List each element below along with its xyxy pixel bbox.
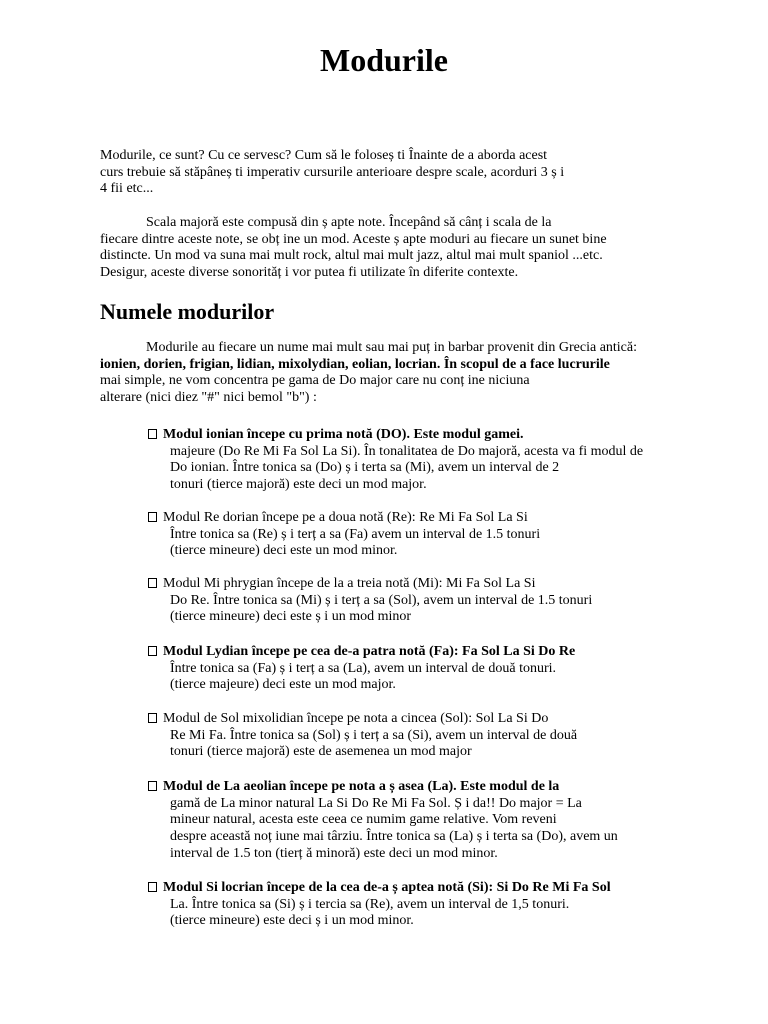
mode-text-line: Do ionian. Între tonica sa (Do) ș i terta sa (Mi), avem un interval de 2 [170,460,560,476]
mode-text-line: (tierce mineure) este deci ș i un mod minor. [170,913,414,929]
checkbox-icon [148,781,157,791]
mode-item-locrian [148,880,688,930]
mode-title: Modul Re dorian începe pe a doua notă (Re): Re Mi Fa Sol La Si [163,510,528,525]
paragraph-line: Scala majoră este compusă din ș apte note. Începând să cânț i scala de la [146,215,552,230]
mode-title: Modul ionian începe cu prima notă (DO). Este modul gamei. [163,427,524,442]
checkbox-icon [148,578,157,588]
page-title: Modurile [320,42,448,78]
intro-paragraph [100,148,680,198]
mode-text-line: interval de 1.5 ton (tierț ă minoră) este deci un mod minor. [170,845,498,861]
mode-item-dorian [148,510,688,560]
checkbox-icon [148,713,157,723]
mode-text-line: Între tonica sa (Re) ș i terț a sa (Fa) avem un interval de 1.5 tonuri [170,526,541,542]
mode-text-line: mineur natural, acesta este ceea ce numim game relative. Vom reveni [170,812,557,828]
intro-line: 4 fii etc... [100,181,154,197]
mode-item-mixolydian [148,711,688,761]
mode-text-line: Do Re. Între tonica sa (Mi) ș i terț a sa (Sol), avem un interval de 1.5 tonuri [170,592,593,608]
mode-text-line: La. Între tonica sa (Si) ș i tercia sa (Re), avem un interval de 1,5 tonuri. [170,896,570,912]
mode-title: Modul Lydian începe pe cea de-a patra notă (Fa): Fa Sol La Si Do Re [163,644,576,659]
mode-text-line: gamă de La minor natural La Si Do Re Mi Fa Sol. Ș i da!! Do major = La [170,795,582,811]
checkbox-icon [148,646,157,656]
intro-line: curs trebuie să stăpâneș ti imperativ cursurile anterioare despre scale, acorduri 3 ș i [100,164,565,180]
mode-text-line: despre această noț iune mai târziu. Între tonica sa (La) ș i terta sa (Do), avem un [170,829,618,845]
checkbox-icon [148,429,157,439]
mode-text-line: (tierce mineure) deci este un mod minor. [170,543,398,559]
mode-names-paragraph [100,340,680,407]
mode-item-ionian [148,427,688,494]
section-heading: Numele modurilor [100,299,275,324]
mode-text-line: majeure (Do Re Mi Fa Sol La Si). În tonalitatea de Do majoră, acesta va fi modul de [170,443,644,459]
paragraph-line: distincte. Un mod va suna mai mult rock, altul mai mult jazz, altul mai mult spaniol ...etc. [100,248,603,264]
paragraph-line: Desigur, aceste diverse sonorităț i vor putea fi utilizate în diferite contexte. [100,265,519,281]
checkbox-icon [148,882,157,892]
mode-text-line: tonuri (tierce majoră) este de asemenea un mod major [170,744,472,760]
mode-title: Modul Si locrian începe de la cea de-a ș aptea notă (Si): Si Do Re Mi Fa Sol [163,880,611,895]
paragraph-line: fiecare dintre aceste note, se obț ine un mod. Aceste ș apte moduri au fiecare un sunet bine [100,231,607,247]
mode-item-aeolian [148,779,688,863]
intro-line: Modurile, ce sunt? Cu ce servesc? Cum să le foloseș ti Înainte de a aborda acest [100,148,548,163]
paragraph-line: Modurile au fiecare un nume mai mult sau mai puț in barbar provenit din Grecia antică: [146,340,637,355]
paragraph-line: alterare (nici diez "#" nici bemol "b") : [100,390,317,406]
mode-text-line: (tierce majeure) deci este un mod major. [170,677,396,693]
paragraph-line: mai simple, ne vom concentra pe gama de Do major care nu conț ine niciuna [100,373,530,389]
mode-title: Modul de Sol mixolidian începe pe nota a cincea (Sol): Sol La Si Do [163,711,549,726]
mode-title: Modul Mi phrygian începe de la a treia notă (Mi): Mi Fa Sol La Si [163,576,536,591]
mode-item-lydian [148,644,688,694]
mode-text-line: tonuri (tierce majoră) este deci un mod major. [170,477,427,493]
mode-title: Modul de La aeolian începe pe nota a ș asea (La). Este modul de la [163,779,560,794]
major-scale-paragraph [100,215,680,282]
mode-text-line: Re Mi Fa. Între tonica sa (Sol) ș i terț a sa (Si), avem un interval de două [170,727,578,743]
checkbox-icon [148,512,157,522]
mode-item-phrygian [148,576,688,626]
mode-names-list: ionien, dorien, frigian, lidian, mixolydian, eolian, locrian. În scopul de a face lucrurile [100,356,610,372]
mode-text-line: Între tonica sa (Fa) ș i terț a sa (La), avem un interval de două tonuri. [170,660,557,676]
mode-text-line: (tierce mineure) deci este ș i un mod minor [170,609,412,625]
